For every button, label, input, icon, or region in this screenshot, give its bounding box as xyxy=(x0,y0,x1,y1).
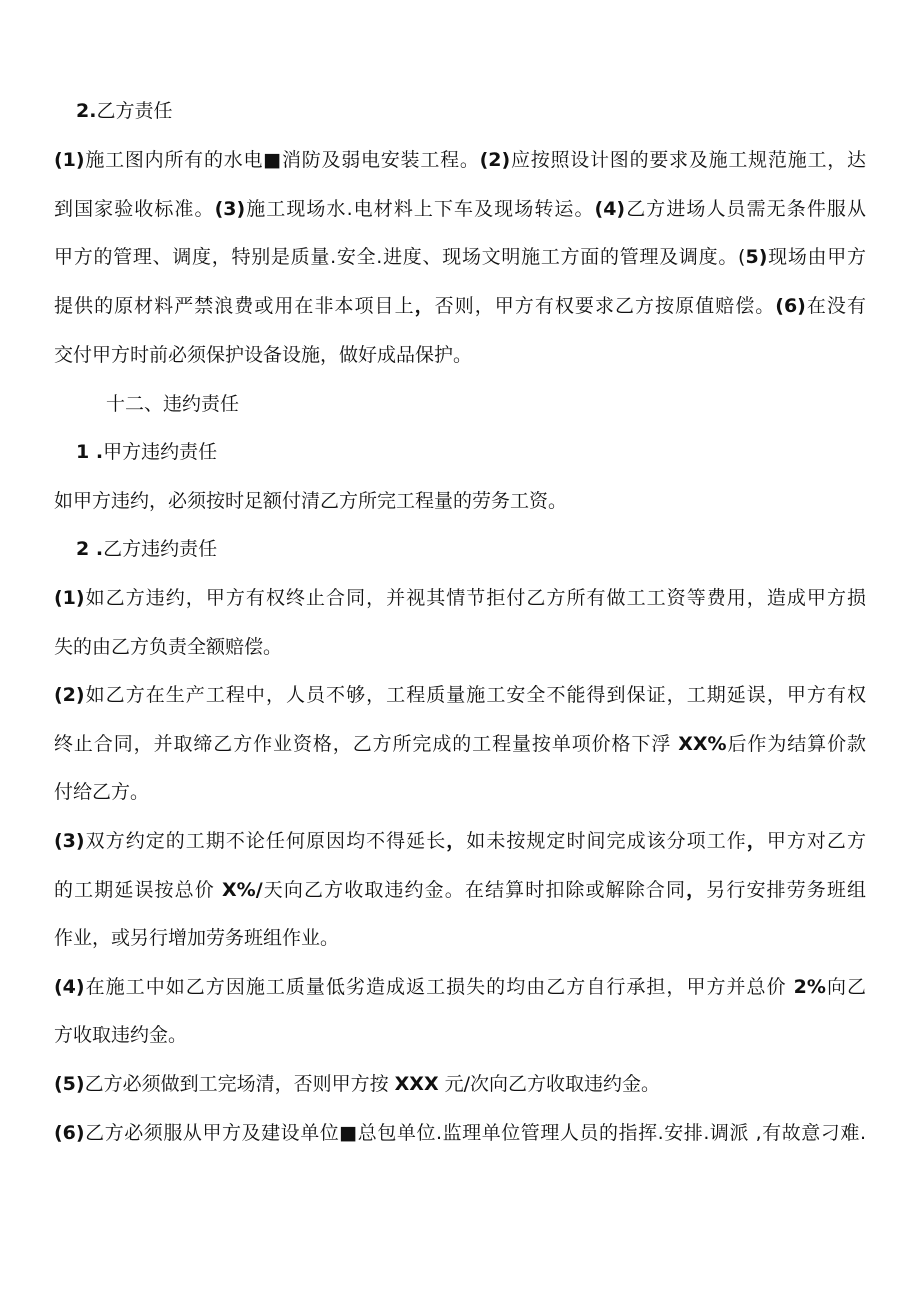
text-segment: 天向乙方收取违约金。在结算时扣除或解除合同 xyxy=(262,879,687,901)
text-segment: XX% xyxy=(678,733,727,755)
text-segment: 提供的原材料严禁浪费或用在非本项目上 xyxy=(54,295,415,317)
paragraph-line xyxy=(54,926,339,950)
text-segment: (1) xyxy=(54,587,85,609)
paragraph-line xyxy=(54,148,866,172)
text-segment: 双方约定的工期不论任何原因均不得延长 xyxy=(84,830,447,852)
text-segment: X%/ xyxy=(222,879,263,901)
text-segment: 在施工中如乙方因施工质量低劣造成返工损失的均由乙方自行承担，甲方并总价 xyxy=(84,976,794,998)
text-segment: 元/次向乙方收取违约金。 xyxy=(438,1073,661,1095)
text-segment: (3) xyxy=(54,830,85,852)
section-heading-breach xyxy=(106,392,239,416)
text-segment: 失的由乙方负责全额赔偿。 xyxy=(54,636,283,658)
paragraph-line xyxy=(54,829,866,853)
text-segment: 乙方违约责任 xyxy=(103,538,218,560)
paragraph-line xyxy=(54,1121,866,1145)
text-segment: 乙方进场人员需无条件服从 xyxy=(625,198,866,220)
text-segment: ， xyxy=(746,830,767,852)
text-segment: 交付甲方时前必须保护设备设施，做好成品保护。 xyxy=(54,344,473,366)
text-segment: 向乙 xyxy=(825,976,866,998)
paragraph-line xyxy=(54,294,866,318)
text-segment: 付给乙方。 xyxy=(54,781,150,803)
text-segment: (6) xyxy=(775,295,806,317)
text-segment: (3) xyxy=(214,198,246,220)
paragraph-line xyxy=(54,489,567,513)
paragraph-line xyxy=(54,732,866,756)
paragraph-line xyxy=(54,1072,660,1096)
text-segment: (4) xyxy=(594,198,626,220)
text-segment: 如甲方违约，必须按时足额付清乙方所完工程量的劳务工资。 xyxy=(54,490,568,512)
text-segment: (2) xyxy=(479,149,511,171)
text-segment: 到国家验收标准。 xyxy=(54,198,215,220)
text-segment: 应按照设计图的要求及施工规范施工，达 xyxy=(510,149,866,171)
text-segment: 在没有 xyxy=(805,295,866,317)
paragraph-line xyxy=(54,878,866,902)
text-segment: (4) xyxy=(54,976,85,998)
paragraph-line xyxy=(54,245,866,269)
subheading-party-a-breach xyxy=(76,440,217,464)
text-segment: ， xyxy=(414,295,435,317)
text-segment: 乙方责任 xyxy=(96,100,173,122)
text-segment: 乙方必须做到工完场清，否则甲方按 xyxy=(84,1073,395,1095)
paragraph-line xyxy=(54,780,149,804)
text-segment: 如未按规定时间完成该分项工作 xyxy=(466,830,747,852)
text-segment: 1 . xyxy=(76,441,104,463)
text-segment: 的工期延误按总价 xyxy=(54,879,223,901)
paragraph-line xyxy=(54,197,866,221)
text-segment: 5) xyxy=(745,246,768,268)
text-segment: 作业，或另行增加劳务班组作业。 xyxy=(54,927,340,949)
text-segment: 方收取违约金。 xyxy=(54,1024,188,1046)
text-segment: 2 . xyxy=(76,538,104,560)
text-segment: 甲方的管理、调度，特别是质量.安全.进度、现场文明施工方面的管理及调度。( xyxy=(54,246,746,268)
text-segment: (6) xyxy=(54,1122,85,1144)
text-segment: 施工现场水.电材料上下车及现场转运。 xyxy=(245,198,595,220)
text-segment: 后作为结算价款 xyxy=(726,733,866,755)
text-segment: 终止合同，并取缔乙方作业资格，乙方所完成的工程量按单项价格下浮 xyxy=(54,733,679,755)
subheading-party-b-breach xyxy=(76,537,217,561)
text-segment: 2% xyxy=(793,976,826,998)
paragraph-line xyxy=(54,1023,187,1047)
paragraph-line xyxy=(54,343,472,367)
text-segment: 施工图内所有的水电■消防及弱电安装工程。 xyxy=(84,149,480,171)
text-segment: 否则，甲方有权要求乙方按原值赔偿。 xyxy=(434,295,776,317)
paragraph-line xyxy=(54,683,866,707)
heading-party-b-responsibility xyxy=(76,99,172,123)
text-segment: (2) xyxy=(54,684,85,706)
text-segment: 乙方必须服从甲方及建设单位■总包单位.监理单位管理人员的指挥.安排.调派 ,有故意刁难. xyxy=(84,1122,866,1144)
text-segment: XXX xyxy=(394,1073,439,1095)
text-segment: 2. xyxy=(76,100,97,122)
text-segment: 另行安排劳务班组 xyxy=(706,879,866,901)
text-segment: (1) xyxy=(54,149,85,171)
text-segment: 甲方违约责任 xyxy=(103,441,218,463)
text-segment: 如乙方在生产工程中，人员不够，工程质量施工安全不能得到保证，工期延误，甲方有权 xyxy=(84,684,866,706)
text-segment: 甲方对乙方 xyxy=(766,830,866,852)
paragraph-line xyxy=(54,975,866,999)
text-segment: 如乙方违约，甲方有权终止合同，并视其情节拒付乙方所有做工工资等费用，造成甲方损 xyxy=(84,587,866,609)
text-segment: ， xyxy=(686,879,707,901)
text-segment: 现场由甲方 xyxy=(767,246,866,268)
paragraph-line xyxy=(54,586,866,610)
text-segment: 十二、违约责任 xyxy=(106,393,240,415)
text-segment: ， xyxy=(446,830,467,852)
text-segment: (5) xyxy=(54,1073,85,1095)
paragraph-line xyxy=(54,635,282,659)
